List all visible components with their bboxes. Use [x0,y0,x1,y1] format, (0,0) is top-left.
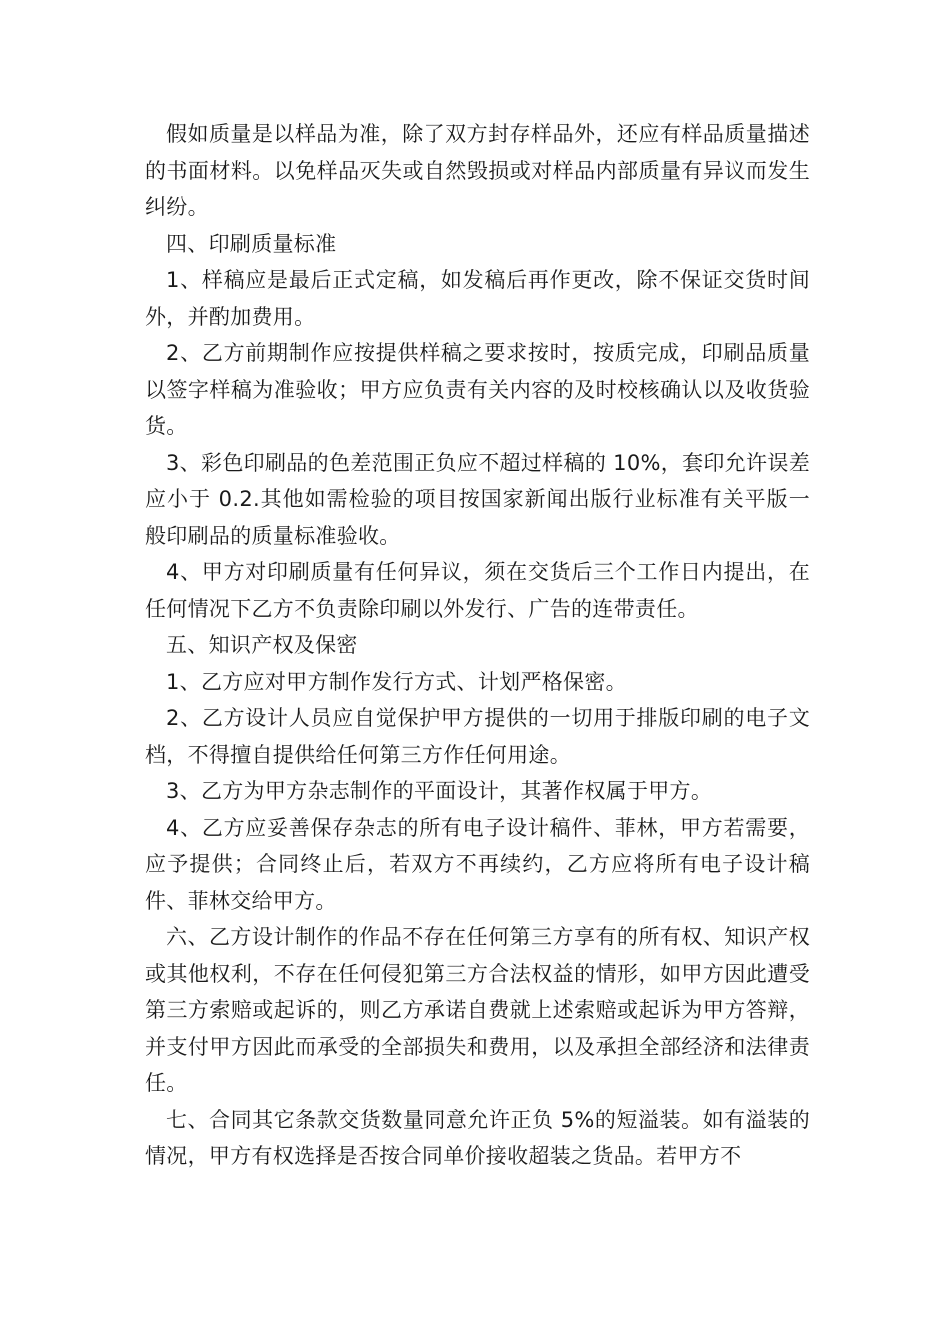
paragraph-clause-seven: 七、合同其它条款交货数量同意允许正负 5%的短溢装。如有溢装的情况，甲方有权选择是否按合同单价接收超装之货品。若甲方不 [145,1107,810,1168]
paragraph-ip-4: 4、乙方应妥善保存杂志的所有电子设计稿件、菲林，甲方若需要，应予提供；合同终止后，若双方不再续约，乙方应将所有电子设计稿件、菲林交给甲方。 [145,815,810,913]
paragraph-sample-quality: 假如质量是以样品为准，除了双方封存样品外，还应有样品质量描述的书面材料。以免样品灭失或自然毁损或对样品内部质量有异议而发生纠纷。 [145,122,810,219]
paragraph-ip-1: 1、乙方应对甲方制作发行方式、计划严格保密。 [166,669,627,694]
paragraph-ip-3: 3、乙方为甲方杂志制作的平面设计，其著作权属于甲方。 [166,779,713,803]
paragraph-print-quality-1: 1、样稿应是最后正式定稿，如发稿后再作更改，除不保证交货时间外，并酌加费用。 [145,268,810,329]
paragraph-print-quality-2: 2、乙方前期制作应按提供样稿之要求按时，按质完成，印刷品质量以签字样稿为准验收；甲方应负责有关内容的及时校核确认以及收货验货。 [145,341,810,438]
paragraph-print-quality-3: 3、彩色印刷品的色差范围正负应不超过样稿的 10%，套印允许误差应小于 0.2.其他如需检验的项目按国家新闻出版行业标准有关平版一般印刷品的质量标准验收。 [145,450,810,548]
paragraph-clause-six: 六、乙方设计制作的作品不存在任何第三方享有的所有权、知识产权或其他权利，不存在任何侵犯第三方合法权益的情形，如甲方因此遭受第三方索赔或起诉的，则乙方承诺自费就上述索赔或起诉为甲方答辩，并支付甲方因此而承受的全部损失和费用，以及承担全部经济和法律责任。 [145,925,810,1095]
heading-ip-confidentiality: 五、知识产权及保密 [166,633,358,657]
paragraph-print-quality-4: 4、甲方对印刷质量有任何异议，须在交货后三个工作日内提出，在任何情况下乙方不负责除印刷以外发行、广告的连带责任。 [145,560,810,621]
document-body [145,116,810,1175]
heading-print-quality-standard: 四、印刷质量标准 [166,231,337,256]
paragraph-ip-2: 2、乙方设计人员应自觉保护甲方提供的一切用于排版印刷的电子文档，不得擅自提供给任何第三方作任何用途。 [145,706,810,767]
